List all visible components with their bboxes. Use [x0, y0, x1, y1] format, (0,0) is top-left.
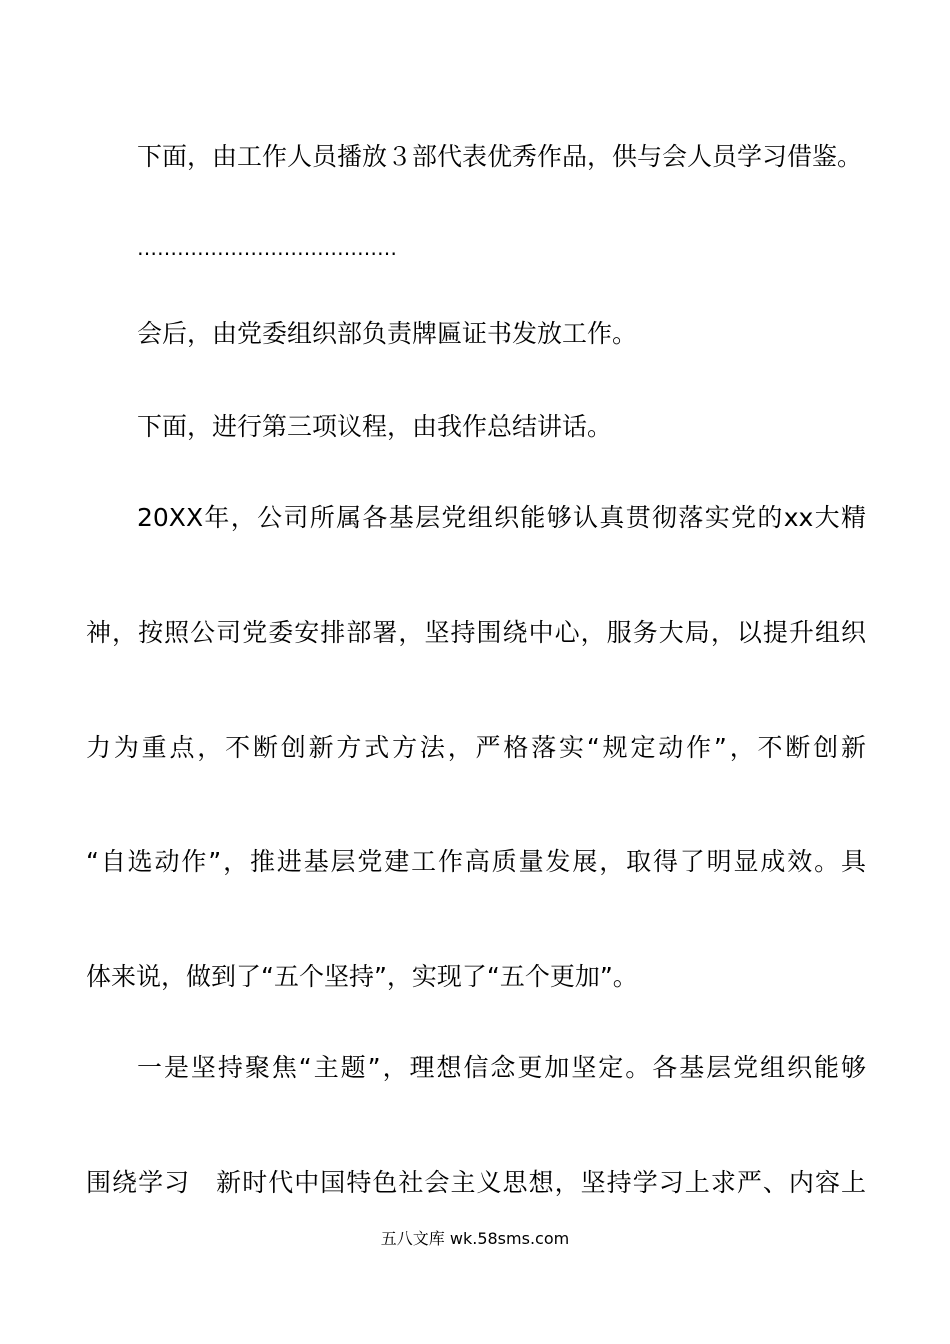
paragraph-line: 一是坚持聚焦“主题”，理想信念更加坚定。各基层党组织能够: [137, 1053, 866, 1082]
paragraph-line: 下面，由工作人员播放３部代表优秀作品，供与会人员学习借鉴。: [137, 142, 863, 171]
paragraph-line: 围绕学习 新时代中国特色社会主义思想，坚持学习上求严、内容上: [86, 1168, 866, 1197]
paragraph-line: “自选动作”，推进基层党建工作高质量发展，取得了明显成效。具: [86, 847, 866, 876]
paragraph-line: 会后，由党委组织部负责牌匾证书发放工作。: [137, 319, 638, 348]
paragraph-line: 下面，进行第三项议程，由我作总结讲话。: [137, 412, 613, 441]
paragraph-line: 20XX年，公司所属各基层党组织能够认真贯彻落实党的xx大精: [137, 503, 866, 532]
paragraph-line: 神，按照公司党委安排部署，坚持围绕中心，服务大局，以提升组织: [86, 618, 866, 647]
ellipsis-separator: …………………………………: [137, 236, 397, 260]
page-footer-watermark: 五八文库 wk.58sms.com: [380, 1229, 570, 1248]
paragraph-line: 力为重点，不断创新方式方法，严格落实“规定动作”，不断创新: [86, 733, 866, 762]
paragraph-line: 体来说，做到了“五个坚持”，实现了“五个更加”。: [86, 962, 638, 991]
